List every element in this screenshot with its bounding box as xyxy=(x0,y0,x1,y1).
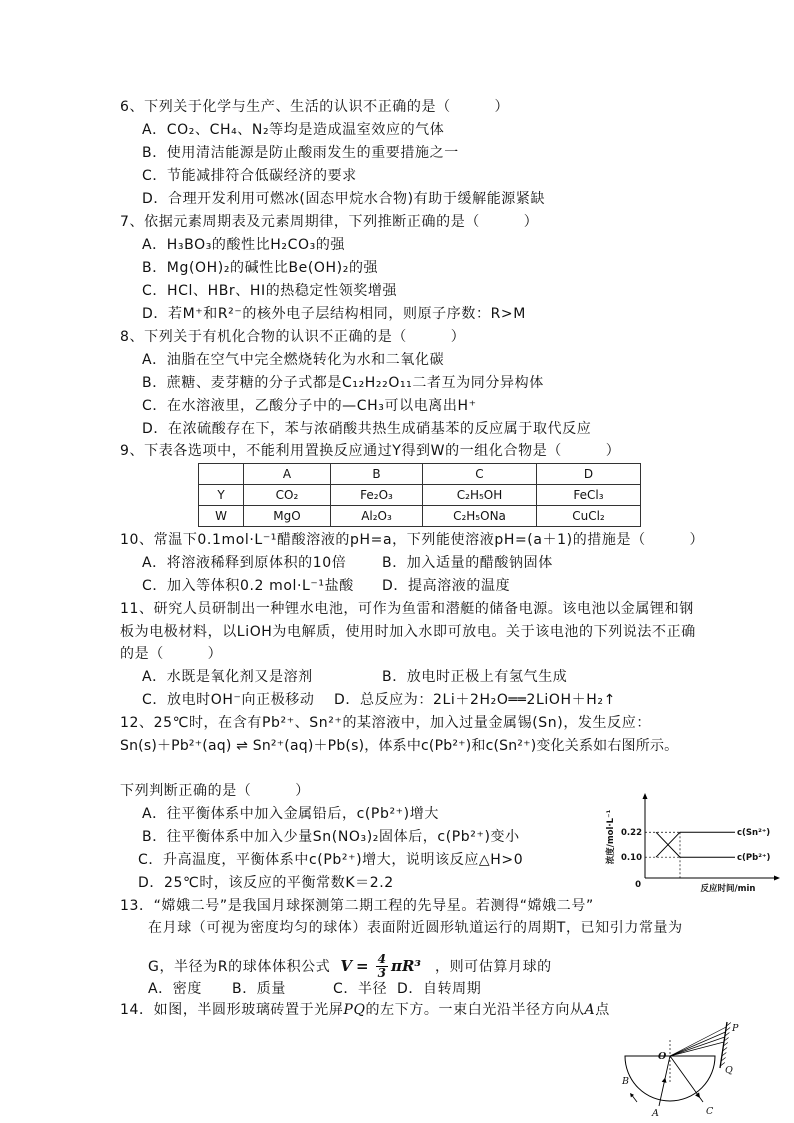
label-q: Q xyxy=(725,1065,733,1076)
label-c: C xyxy=(706,1106,714,1117)
q13-stem-line-1: 13．“嫦娥二号”是我国月球探测第二期工程的先导星。若测得“嫦娥二号” xyxy=(120,898,594,914)
q14-stem-part: 14．如图，半圆形玻璃砖置于光屏 xyxy=(120,1002,344,1018)
q14-point-name: A xyxy=(584,1002,596,1018)
q10-option-c: C．加入等体积0.2 mol·L⁻¹盐酸 xyxy=(142,578,354,594)
table-header-row xyxy=(199,464,641,485)
q10-option-a: A．将溶液稀释到原体积的10倍 xyxy=(142,555,347,571)
formula-equals: = xyxy=(356,957,369,975)
label-b: B xyxy=(622,1076,629,1087)
table-cell: C₂H₅ONa xyxy=(423,506,537,527)
q11-option-d: D．总反应为：2Li＋2H₂O══2LiOH＋H₂↑ xyxy=(334,692,616,708)
q9-table xyxy=(198,463,641,527)
q8-option-b: B．蔗糖、麦芽糖的分子式都是C₁₂H₂₂O₁₁二者互为同分异构体 xyxy=(142,375,544,391)
q11-stem-line-1: 11、研究人员研制出一种锂水电池，可作为鱼雷和潜艇的储备电源。该电池以金属锂和钢 xyxy=(120,601,694,617)
refracted-ray xyxy=(670,1037,725,1056)
origin-label: 0 xyxy=(635,880,641,890)
series-line xyxy=(656,832,735,857)
q7-option-b: B．Mg(OH)₂的碱性比Be(OH)₂的强 xyxy=(142,260,379,276)
formula-lhs: V xyxy=(340,957,353,975)
light-screen-pq xyxy=(720,1022,727,1068)
q7-option-a: A．H₃BO₃的酸性比H₂CO₃的强 xyxy=(142,237,346,253)
table-header-cell: C xyxy=(423,464,537,485)
table-header-cell: B xyxy=(331,464,423,485)
q14-stem-part: 点 xyxy=(595,1002,610,1018)
q7-stem: 7、依据元素周期表及元素周期律，下列推断正确的是（ ） xyxy=(120,214,539,230)
q6-option-b: B．使用清洁能源是防止酸雨发生的重要措施之一 xyxy=(142,145,459,161)
table-cell: MgO xyxy=(244,506,331,527)
q14-stem xyxy=(120,1000,610,1020)
table-cell: Al₂O₃ xyxy=(331,506,423,527)
incident-ray-arrow xyxy=(662,1078,667,1083)
sphere-volume-formula xyxy=(340,953,421,980)
table-row-label: Y xyxy=(199,485,244,506)
q8-option-c: C．在水溶液里，乙酸分子中的—CH₃可以电离出H⁺ xyxy=(142,398,477,414)
q13-formula-after: ，则可估算月球的 xyxy=(434,959,552,975)
concentration-time-chart xyxy=(600,790,785,895)
q12-option-a: A．往平衡体系中加入金属铅后，c(Pb²⁺)增大 xyxy=(142,806,439,822)
x-axis-arrow xyxy=(774,876,780,881)
table-header-cell: A xyxy=(244,464,331,485)
q8-option-d: D．在浓硫酸存在下，苯与浓硝酸共热生成硝基苯的反应属于取代反应 xyxy=(142,421,592,437)
glass-brick-diagram xyxy=(615,1020,743,1120)
table-cell: C₂H₅OH xyxy=(423,485,537,506)
label-o: O xyxy=(658,1051,667,1062)
q6-stem: 6、下列关于化学与生产、生活的认识不正确的是（ ） xyxy=(120,99,510,115)
label-p: P xyxy=(732,1023,739,1034)
q11-option-a: A．水既是氧化剂又是溶剂 xyxy=(142,669,313,685)
table-row-label: W xyxy=(199,506,244,527)
q12-option-c: C．升高温度，平衡体系中c(Pb²⁺)增大，说明该反应△H>0 xyxy=(138,852,524,868)
q13-option-c: C．半径 xyxy=(333,981,388,997)
q13-option-b: B．质量 xyxy=(232,981,287,997)
q13-option-d: D．自转周期 xyxy=(397,981,482,997)
q13-formula-line xyxy=(148,951,552,981)
q13-option-a: A．密度 xyxy=(148,981,202,997)
y-tick-label: 0.22 xyxy=(621,828,642,839)
table-cell: CO₂ xyxy=(244,485,331,506)
q13-formula-before: G，半径为R的球体体积公式 xyxy=(148,959,331,975)
q10-option-b: B．加入适量的醋酸钠固体 xyxy=(382,555,553,571)
table-cell: CuCl₂ xyxy=(537,506,641,527)
series-label: c(Pb²⁺) xyxy=(737,853,771,864)
q9-stem: 9、下表各选项中，不能利用置换反应通过Y得到W的一组化合物是（ ） xyxy=(120,443,621,459)
q12-option-d: D．25℃时，该反应的平衡常数K＝2.2 xyxy=(138,875,394,891)
q7-option-c: C．HCl、HBr、HI的热稳定性领奖增强 xyxy=(142,283,398,299)
q6-option-c: C．节能减排符合低碳经济的要求 xyxy=(142,168,357,184)
table-cell: FeCl₃ xyxy=(537,485,641,506)
q13-stem-line-2: 在月球（可视为密度均匀的球体）表面附近圆形轨道运行的周期T，已知引力常量为 xyxy=(148,920,683,936)
q10-stem: 10、常温下0.1mol·L⁻¹醋酸溶液的pH=a，下列能使溶液pH=(a＋1)的措施是（ ） xyxy=(120,532,705,548)
q12-stem-line-1: 12、25℃时，在含有Pb²⁺、Sn²⁺的某溶液中，加入过量金属锡(Sn)，发生反应： xyxy=(120,715,651,731)
refracted-ray xyxy=(670,1027,726,1056)
q14-screen-name: PQ xyxy=(343,1002,366,1018)
q14-stem-part: 的左下方。一束白光沿半径方向从 xyxy=(365,1002,585,1018)
chart-marks xyxy=(621,828,770,878)
table-cell: Fe₂O₃ xyxy=(331,485,423,506)
q10-option-d: D．提高溶液的温度 xyxy=(382,578,511,594)
table-row xyxy=(199,506,641,527)
table-row xyxy=(199,485,641,506)
label-a: A xyxy=(652,1108,659,1119)
y-axis-label: 浓度/mol·L⁻¹ xyxy=(606,809,616,865)
y-axis-arrow xyxy=(643,793,648,799)
q12-option-b: B．往平衡体系中加入少量Sn(NO₃)₂固体后，c(Pb²⁺)变小 xyxy=(142,829,520,845)
q11-option-b: B．放电时正极上有氢气生成 xyxy=(382,669,568,685)
q11-option-c: C．放电时OH⁻向正极移动 xyxy=(142,692,315,708)
table-header-cell: D xyxy=(537,464,641,485)
formula-fraction xyxy=(376,953,388,980)
fraction-numerator: 4 xyxy=(377,951,386,966)
q12-stem-line-3: 下列判断正确的是（ ） xyxy=(120,783,310,799)
q6-option-a: A．CO₂、CH₄、N₂等均是造成温室效应的气体 xyxy=(142,122,445,138)
fraction-denominator: 3 xyxy=(377,965,386,980)
series-label: c(Sn²⁺) xyxy=(737,828,771,839)
table-corner-cell xyxy=(199,464,244,485)
y-tick-label: 0.10 xyxy=(621,853,642,864)
q7-option-d: D．若M⁺和R²⁻的核外电子层结构相同，则原子序数：R>M xyxy=(142,306,526,322)
q12-reaction-equation: Sn(s)＋Pb²⁺(aq) ⇌ Sn²⁺(aq)＋Pb(s)，体系中c(Pb²⁺)和c(Sn²⁺)变化关系如右图所示。 xyxy=(120,738,679,754)
x-axis-label: 反应时间/min xyxy=(700,884,756,894)
formula-rest: πR³ xyxy=(390,957,421,975)
q11-stem-line-2: 板为电极材料，以LiOH为电解质，使用时加入水即可放电。关于该电池的下列说法不正确 xyxy=(120,624,696,640)
q8-stem: 8、下列关于有机化合物的认识不正确的是（ ） xyxy=(120,329,466,345)
q6-option-d: D．合理开发利用可燃冰(固态甲烷水合物)有助于缓解能源紧缺 xyxy=(142,191,546,207)
q8-option-a: A．油脂在空气中完全燃烧转化为水和二氧化碳 xyxy=(142,352,445,368)
q11-stem-line-3: 的是（ ） xyxy=(120,646,223,662)
semicircle-glass-brick xyxy=(625,1056,715,1101)
